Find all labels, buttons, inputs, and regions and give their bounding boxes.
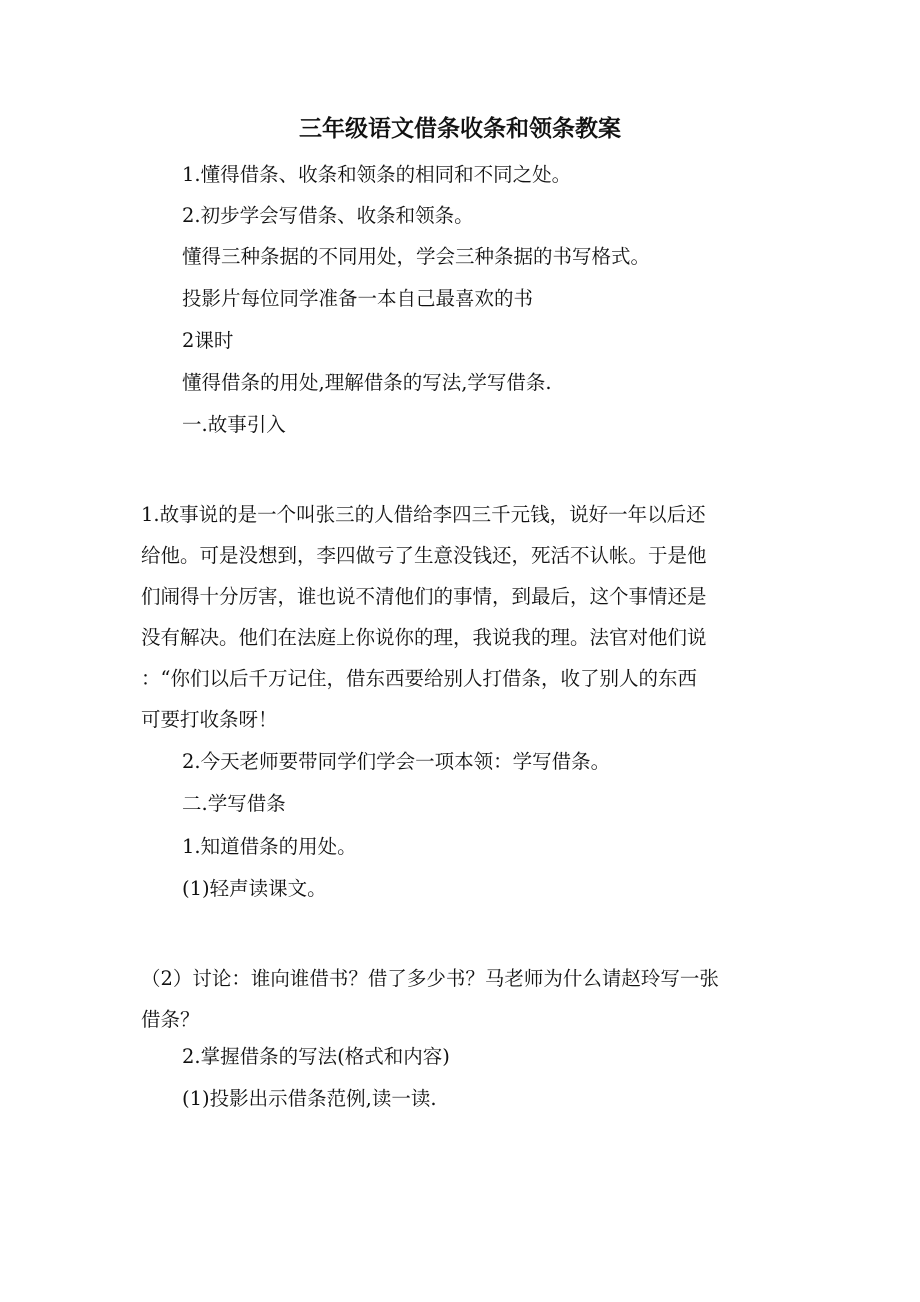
discussion-paragraph	[141, 958, 781, 1040]
document-title: 三年级语文借条收条和领条教案	[299, 115, 621, 142]
step-1: 1.知道借条的用处。	[182, 835, 357, 858]
discussion-row: 借条？	[141, 1008, 200, 1031]
story-row: ：“你们以后千万记住，借东西要给别人打借条，收了别人的东西	[141, 667, 697, 690]
lesson-goal: 懂得借条的用处,理解借条的写法,学写借条.	[182, 371, 552, 394]
objective-1: 1.懂得借条、收条和领条的相同和不同之处。	[182, 163, 572, 186]
preparation: 投影片每位同学准备一本自己最喜欢的书	[182, 287, 534, 310]
story-row: 们闹得十分厉害，谁也说不清他们的事情，到最后，这个事情还是	[141, 585, 707, 608]
teacher-intro: 2.今天老师要带同学们学会一项本领：学写借条。	[182, 750, 611, 773]
section-heading-2: 二.学写借条	[182, 792, 286, 815]
class-hours: 2课时	[182, 329, 234, 352]
discussion-row: （2）讨论：谁向谁借书？借了多少书？马老师为什么请赵玲写一张	[141, 967, 719, 990]
section-heading-1: 一.故事引入	[182, 413, 286, 436]
step-2: 2.掌握借条的写法(格式和内容)	[182, 1045, 450, 1068]
story-row: 没有解决。他们在法庭上你说你的理，我说我的理。法官对他们说	[141, 626, 707, 649]
story-row: 可要打收条呀！	[141, 708, 278, 731]
step-1-sub-1: (1)轻声读课文。	[182, 877, 327, 900]
story-paragraph	[141, 494, 781, 740]
story-row: 1.故事说的是一个叫张三的人借给李四三千元钱，说好一年以后还	[141, 503, 706, 526]
step-2-sub-1: (1)投影出示借条范例,读一读.	[182, 1087, 437, 1110]
story-row: 给他。可是没想到，李四做亏了生意没钱还，死活不认帐。于是他	[141, 544, 707, 567]
key-point: 懂得三种条据的不同用处，学会三种条据的书写格式。	[182, 245, 651, 268]
objective-2: 2.初步学会写借条、收条和领条。	[182, 204, 474, 227]
